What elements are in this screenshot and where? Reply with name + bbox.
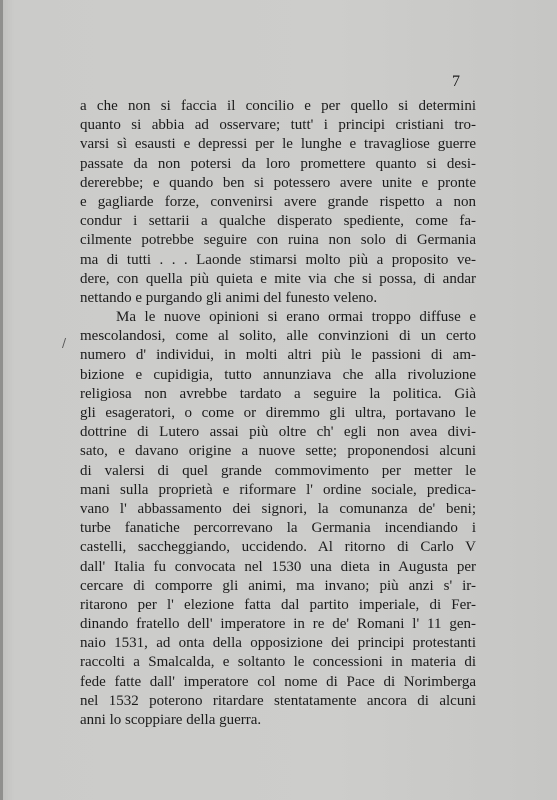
- text-line: turbe fanatiche percorrevano la Germania incendiando i: [80, 520, 476, 537]
- text-line: raccolti a Smalcalda, e soltanto le concessioni in materia di: [80, 654, 476, 671]
- text-line: a che non si faccia il concilio e per quello si determini: [80, 98, 476, 114]
- text-line: gli esageratori, o come or diremmo gli ultra, portavano le: [80, 405, 476, 421]
- text-line: fede fatte dall' imperatore col nome di Pace di Norimberga: [80, 673, 476, 690]
- text-line: bizione e cupidigia, tutto annunziava che alla rivoluzione: [80, 366, 476, 383]
- text-line: e gagliarde forze, convenirsi avere grande rispetto a non: [80, 193, 476, 210]
- text-line: passate da non potersi da loro promettere quanto si desi-: [80, 155, 476, 172]
- text-line: ritarono per l' elezione fatta dal partito imperiale, di Fer-: [80, 596, 476, 613]
- text-line: anni lo scoppiare della guerra.: [80, 712, 262, 728]
- text-line: ma di tutti . . . Laonde stimarsi molto più a proposito ve-: [80, 251, 476, 268]
- text-line: numero d' individui, in molti altri più le passioni di am-: [80, 347, 476, 364]
- text-line: di valersi di quel grande commovimento per metter le: [80, 462, 476, 479]
- binding-edge: [0, 0, 3, 800]
- text-line: dererebbe; e quando ben si potessero avere unite e pronte: [80, 174, 476, 191]
- page-number: 7: [452, 73, 460, 90]
- text-line: varsi sì esausti e depressi per le lunghe e travagliose guerre: [80, 136, 476, 153]
- text-line: condur i settarii a qualche disperato spediente, come fa-: [80, 213, 476, 230]
- body-text: [80, 97, 476, 730]
- text-line: quanto si abbia ad osservare; tutt' i principi cristiani tro-: [80, 117, 476, 134]
- text-line: mani sulla proprietà e riformare l' ordine sociale, predica-: [80, 481, 476, 498]
- text-line: cercare di comporre gli animi, ma invano; più anzi s' ir-: [80, 577, 476, 594]
- text-line: naio 1531, ad onta della opposizione dei principi protestanti: [80, 635, 476, 652]
- text-line: castelli, saccheggiando, uccidendo. Al ritorno di Carlo V: [80, 539, 476, 556]
- text-line: Ma le nuove opinioni si erano ormai troppo diffuse e: [116, 309, 476, 326]
- text-line: nettando e purgando gli animi del funesto veleno.: [80, 289, 378, 306]
- text-line: vano l' abbassamento dei signori, la comunanza de' beni;: [80, 500, 476, 517]
- text-line: dere, con quella più quieta e mite via che si possa, di andar: [80, 270, 476, 287]
- text-line: sato, e davano origine a nuove sette; proponendosi alcuni: [80, 443, 476, 460]
- text-line: cilmente potrebbe seguire con ruina non solo di Germania: [80, 232, 476, 249]
- text-line: mescolandosi, come al solito, alle convinzioni di un certo: [80, 328, 476, 345]
- text-line: dall' Italia fu convocata nel 1530 una dieta in Augusta per: [80, 558, 476, 575]
- text-line: dinando fratello dell' imperatore in re de' Romani l' 11 gen-: [80, 616, 476, 633]
- text-line: nel 1532 poterono ritardare stentatamente ancora di alcuni: [80, 692, 476, 709]
- text-line: dottrine di Lutero assai più oltre ch' egli non avea divi-: [80, 424, 476, 441]
- margin-mark: /: [62, 336, 67, 350]
- text-line: religiosa non avrebbe tardato a seguire la politica. Già: [80, 385, 476, 402]
